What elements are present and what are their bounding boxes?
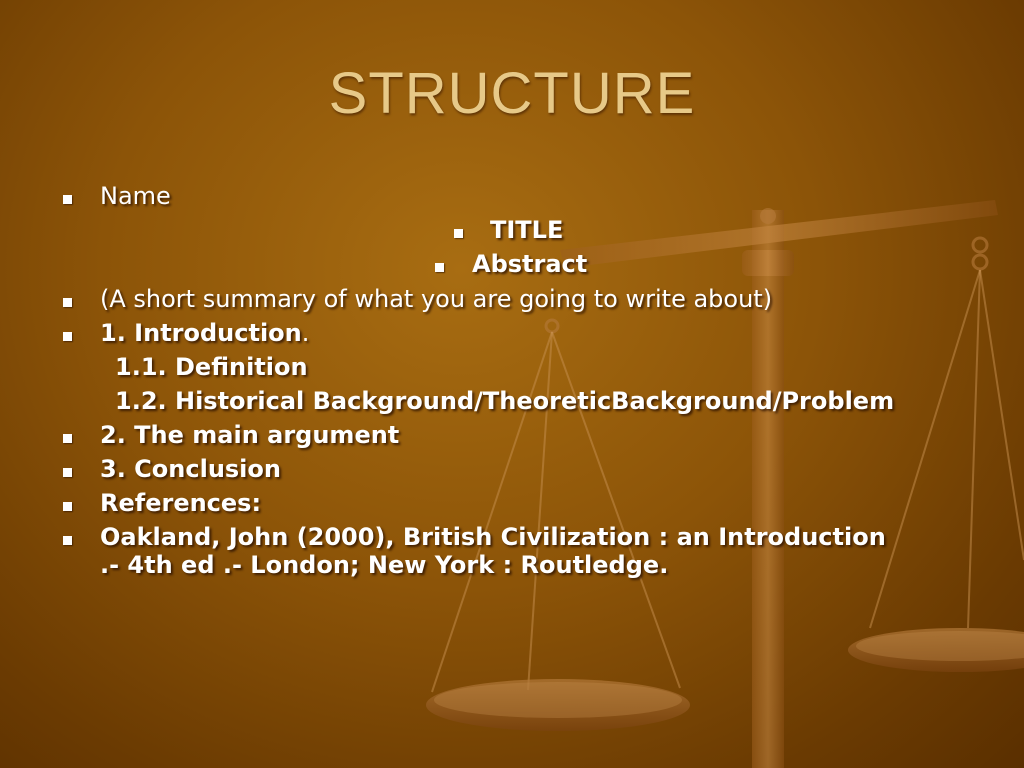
item-introduction bbox=[100, 319, 309, 347]
bullet-icon bbox=[454, 229, 463, 238]
item-references: References: bbox=[100, 489, 262, 517]
bullet-icon bbox=[63, 332, 72, 341]
item-definition: 1.1. Definition bbox=[115, 353, 308, 381]
item-conclusion: 3. Conclusion bbox=[100, 455, 281, 483]
item-name: Name bbox=[100, 182, 171, 210]
bullet-icon bbox=[63, 195, 72, 204]
bullet-icon bbox=[63, 434, 72, 443]
slide-title: STRUCTURE bbox=[328, 61, 696, 126]
item-abstract-note: (A short summary of what you are going to write about) bbox=[100, 285, 773, 313]
bullet-icon bbox=[63, 468, 72, 477]
introduction-label: 1. Introduction bbox=[100, 319, 302, 347]
item-background: 1.2. Historical Background/TheoreticBackground/Problem bbox=[115, 387, 895, 415]
item-abstract: Abstract bbox=[472, 250, 588, 278]
item-title: TITLE bbox=[490, 216, 564, 244]
bullet-icon bbox=[63, 298, 72, 307]
bullet-icon bbox=[63, 502, 72, 511]
bullet-icon bbox=[63, 536, 72, 545]
bullet-icon bbox=[435, 263, 444, 272]
reference-line-1: Oakland, John (2000), British Civilization : an Introduction bbox=[100, 523, 886, 551]
introduction-period: . bbox=[301, 319, 310, 347]
item-main-argument: 2. The main argument bbox=[100, 421, 400, 449]
reference-line-2: .- 4th ed .- London; New York : Routledge. bbox=[100, 551, 669, 579]
